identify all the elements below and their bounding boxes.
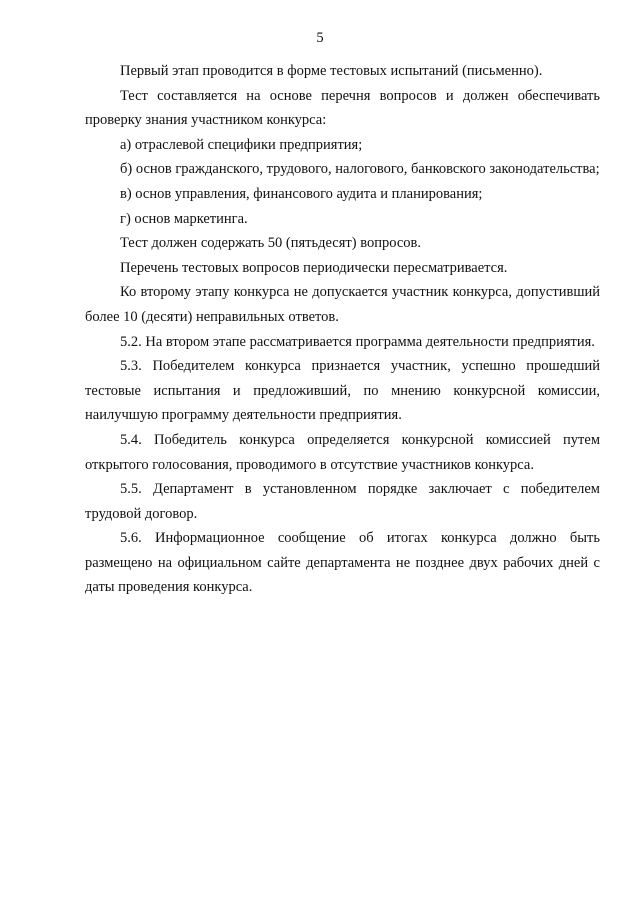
list-item-g: г) основ маркетинга. <box>120 210 248 227</box>
paragraph-5-3: 5.3. Победителем конкурса признается участник, успешно прошедший тестовые испытания и предложивший, по мнению конкурсной комиссии, наилучшую программу деятельности предприятия. <box>85 358 600 424</box>
paragraph-test-basis: Тест составляется на основе перечня вопросов и должен обеспечивать проверку знания участником конкурса: <box>85 87 600 129</box>
page-number: 5 <box>316 30 324 46</box>
paragraph-question-review: Перечень тестовых вопросов периодически пересматривается. <box>120 259 508 276</box>
list-item-a: а) отраслевой специфики предприятия; <box>120 136 363 153</box>
list-item-v: в) основ управления, финансового аудита и планирования; <box>120 185 483 202</box>
paragraph-second-stage-admission: Ко второму этапу конкурса не допускается участник конкурса, допустивший более 10 (десяти) неправильных ответов. <box>85 284 600 325</box>
paragraph-first-stage: Первый этап проводится в форме тестовых испытаний (письменно). <box>120 63 543 79</box>
paragraph-question-count: Тест должен содержать 50 (пятьдесят) вопросов. <box>120 235 421 252</box>
paragraph-5-4: 5.4. Победитель конкурса определяется конкурсной комиссией путем открытого голосования, проводимого в отсутствие участников конкурса. <box>85 431 600 473</box>
list-item-b: б) основ гражданского, трудового, налогового, банковского законодательства; <box>120 161 600 178</box>
paragraph-5-5: 5.5. Департамент в установленном порядке заключает с победителем трудовой договор. <box>85 481 600 522</box>
paragraph-5-2: 5.2. На втором этапе рассматривается программа деятельности предприятия. <box>120 333 595 350</box>
paragraph-5-6: 5.6. Информационное сообщение об итогах конкурса должно быть размещено на официальном сайте департамента не позднее двух рабочих дней с даты проведения конкурса. <box>85 530 600 596</box>
document-body <box>85 59 600 600</box>
